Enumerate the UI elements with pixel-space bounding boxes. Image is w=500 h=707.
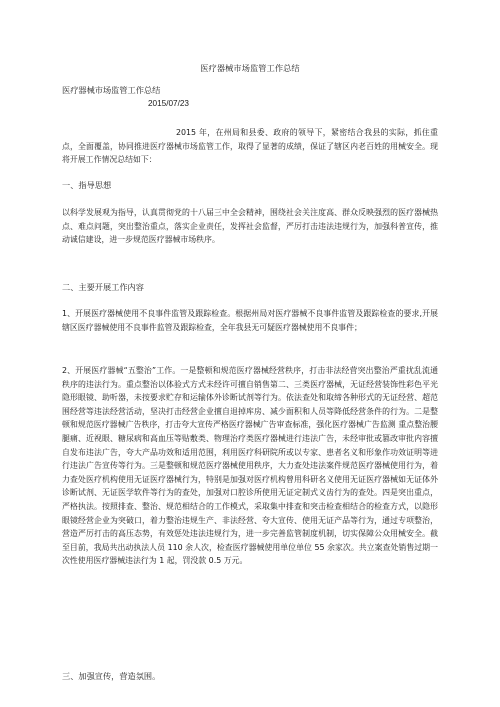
work-item-2-paragraph: 2、开展医疗器械“五整治”工作。一是整顿和规范医疗器械经营秩序，打击非法经营突出整治严重扰乱流通秩序的违法行为。重点整治以体验式方式未经许可擅自销售第二、三类医疗器械，无证经营装饰性彩色平光隐形眼镜、助听器，未按要求贮存和运输体外诊断试剂等行为。依法查处和取缔各种形式的无证经营、超范围经营等违法经营活动，坚决打击经营企业擅自退掉库房、减少面积和人员等降低经营条件的行为。二是整顿和规范医疗器械广告秩序，打击夸大宣传严格医疗器械广告审查标准，强化医疗器械广告监测 重点整治腰腿痛、近视眼、糖尿病和高血压等贴敷类、物理治疗类医疗器械进行违法广告，未经审批或篡改审批内容擅自发布违法广告，夸大产品功效和适用范围，利用医疗科研院所或以专家、患者名义和形象作功效证明等进行违法广告宣传等行为。三是整顿和规范医疗器械使用秩序，大力查处违法案件规范医疗器械使用行为，着力查处医疗机构使用无证医疗器械行为，特别是加强对医疗机构曾用科研名义使用无证医疗器械如无证体外诊断试剂、无证医学软件等行为的查处，加强对口腔诊所使用无证定制式义齿行为的查处。四是突出重点，严格执法。按照排查、整治、规范相结合的工作模式，采取集中排查和突击检查相结合的检查方式，以隐形眼镜经营企业为突破口，着力整治违规生产、非法经营、夸大宣传、使用无证产品等行为，通过专项整治，营造严厉打击的高压态势，有效惩处违法违规行为，进一步完善监管制度机制，切实保障公众用械安全。截至目前，我局共出动执法人员 110 余人次，检查医疗器械使用单位单位 55 余家次。共立案查处销售过期一次性使用医疗器械违法行为 1 起，罚没款 0.5 万元。 bbox=[62, 366, 438, 566]
section-heading-publicity: 三、加强宣传，营造氛围。 bbox=[62, 671, 161, 681]
work-item-1-paragraph: 1、开展医疗器械使用不良事件监管及跟踪检查。根据州局对医疗器械不良事件监管及跟踪检查的要求,开展辖区医疗器械使用不良事件监管及跟踪检查，全年我县无可疑医疗器械使用不良事件； bbox=[62, 309, 438, 332]
intro-paragraph: 2015 年，在州局和县委、政府的领导下，紧密结合我县的实际，抓住重点，全面覆盖，协同推进医疗器械市场监管工作，取得了显著的成绩，保证了辖区内老百姓的用械安全。现将开展工作情况总结如下： bbox=[62, 128, 438, 165]
document-date: 2015/07/23 bbox=[148, 99, 189, 108]
document-title: 医疗器械市场监管工作总结 bbox=[200, 63, 300, 73]
section-heading-guiding-ideology: 一、指导思想 bbox=[62, 180, 112, 190]
section-heading-main-work: 二、主要开展工作内容 bbox=[62, 282, 144, 292]
document-subtitle: 医疗器械市场监管工作总结 bbox=[62, 85, 161, 95]
guiding-ideology-paragraph: 以科学发展观为指导，认真贯彻党的十八届三中全会精神，围绕社会关注度高、群众反映强烈的医疗器械热点、难点问题，突出整治重点，落实企业责任，发挥社会监督，严厉打击违法违规行为，加强科普宣传，推动诚信建设，进一步规范医疗器械市场秩序。 bbox=[62, 208, 438, 245]
